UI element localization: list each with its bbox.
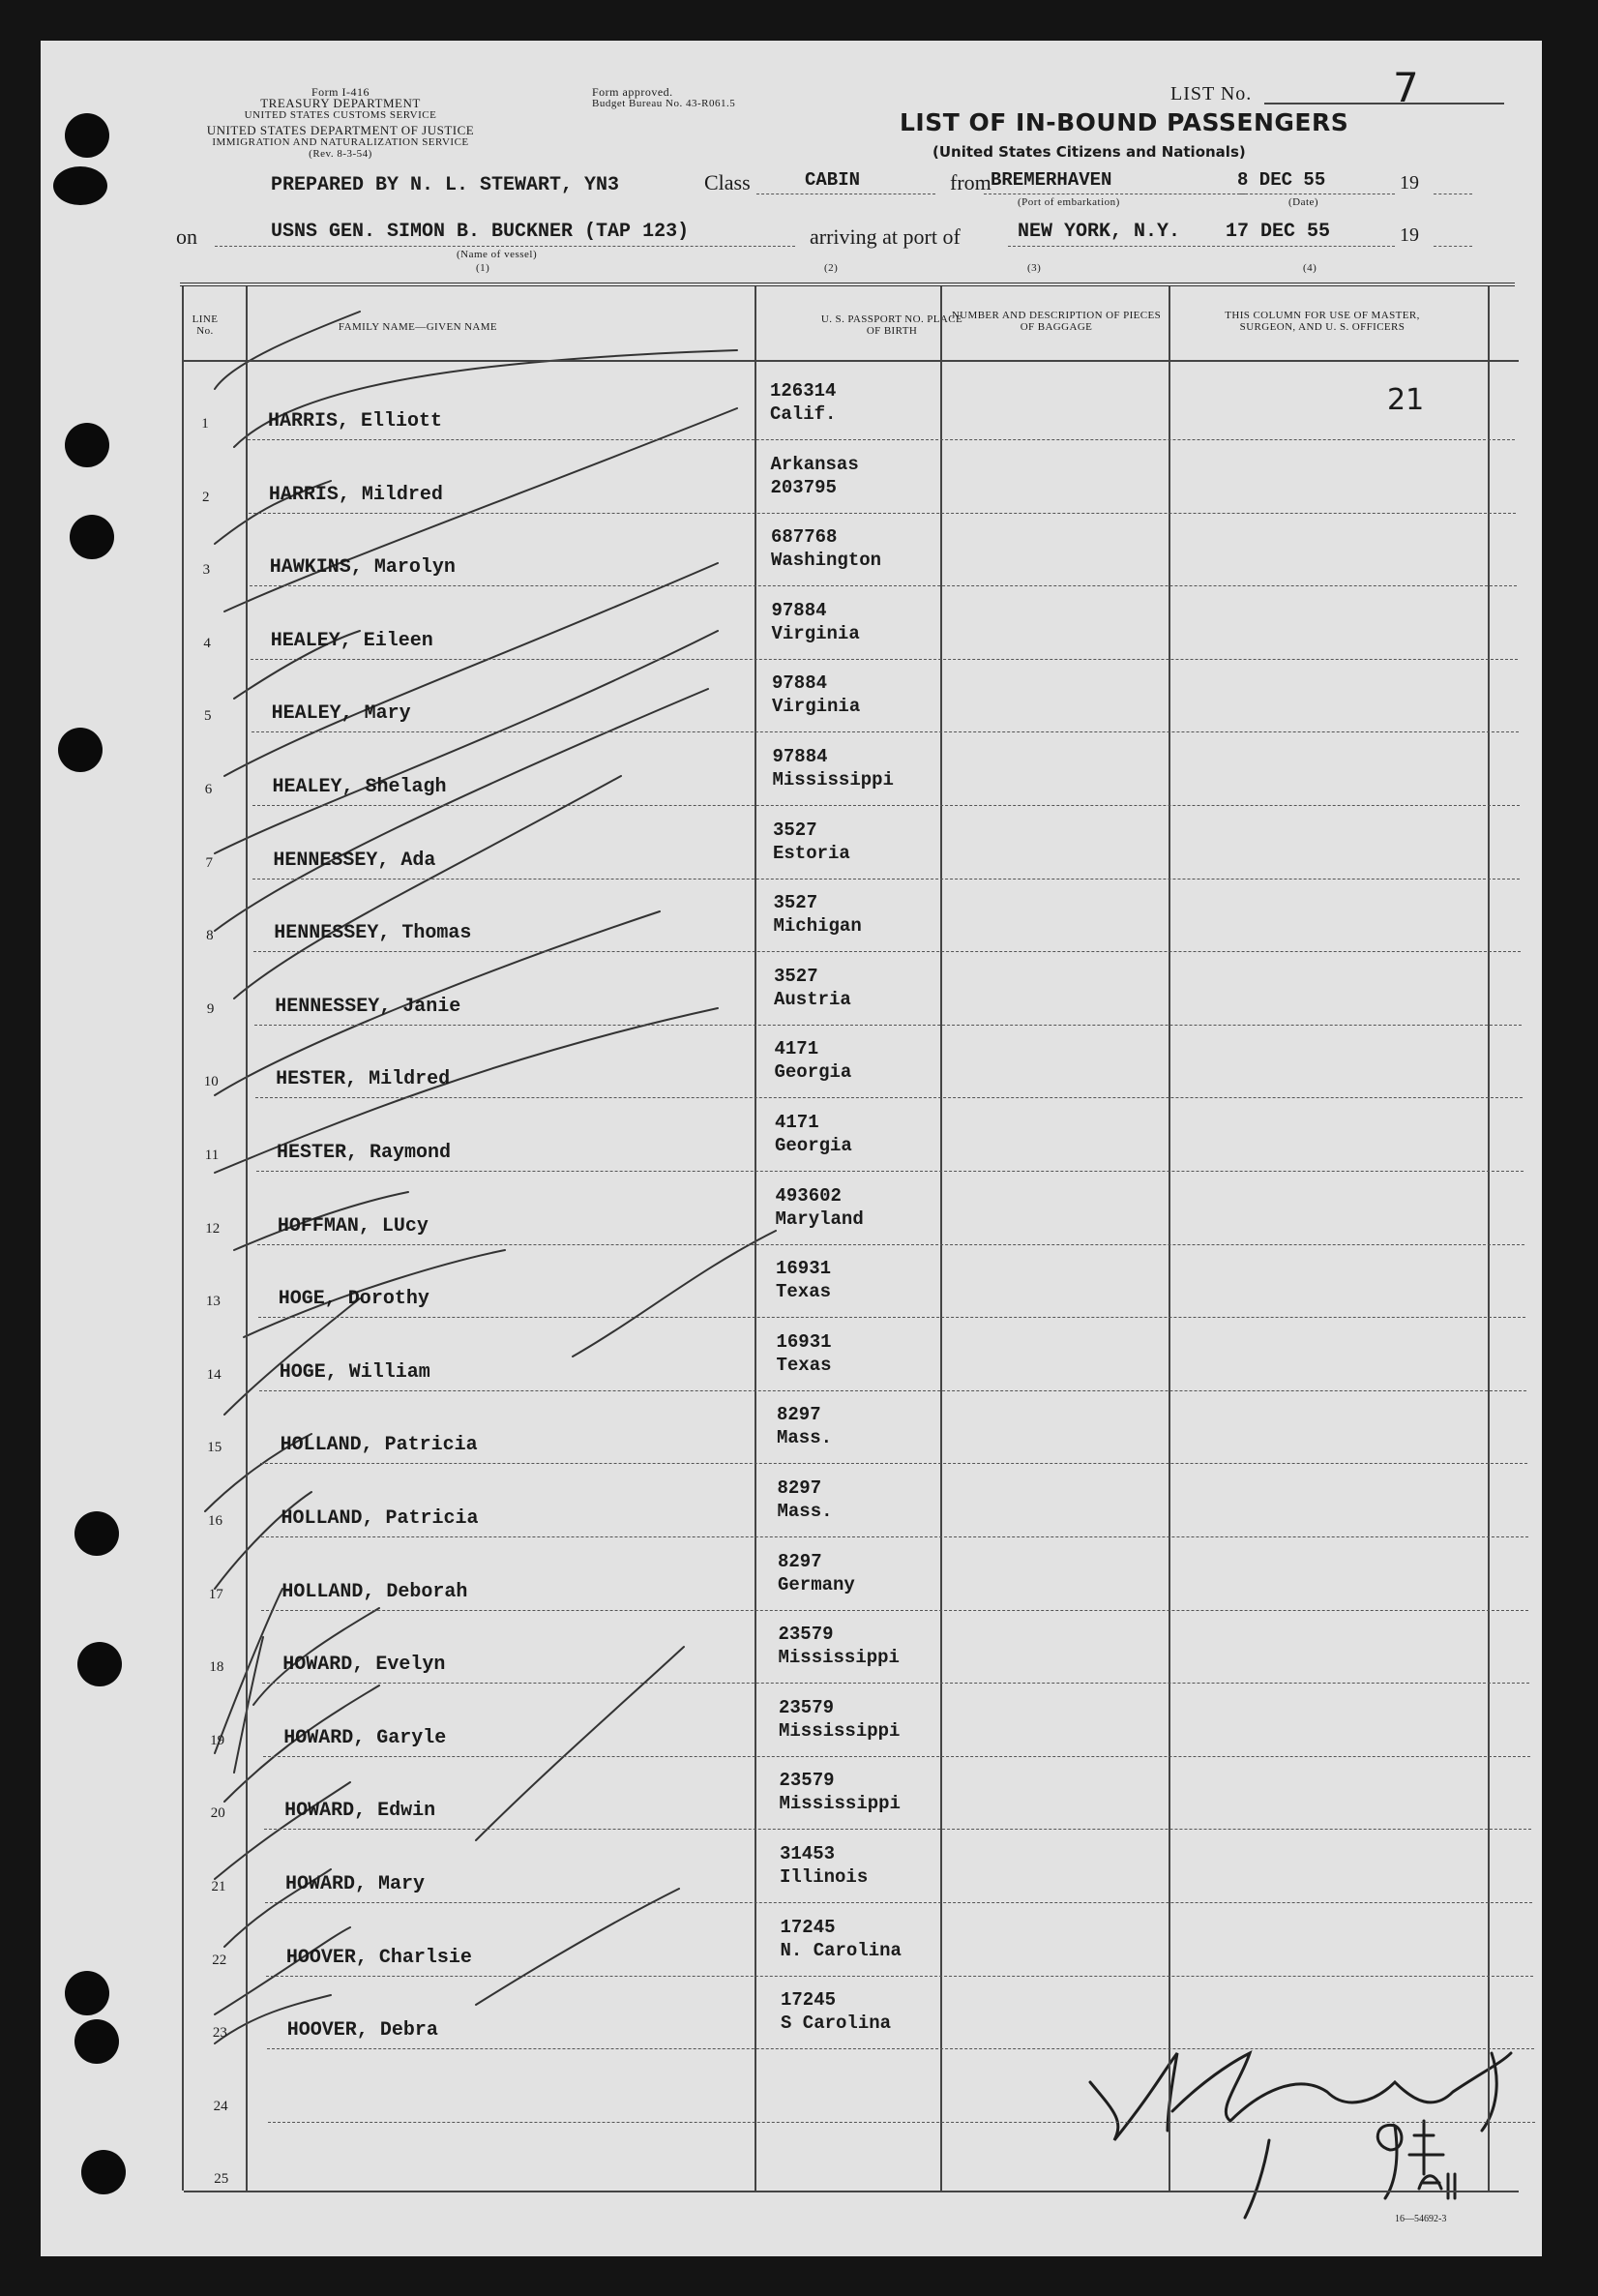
passenger-name: HENNESSEY, Ada: [273, 849, 436, 872]
customs-service: UNITED STATES CUSTOMS SERVICE: [244, 109, 437, 121]
column-header-passport: U. S. PASSPORT NO. PLACE OF BIRTH: [820, 313, 963, 337]
row-rule: [259, 1390, 1526, 1391]
list-number-label: LIST No.: [1170, 83, 1253, 104]
passport-number: 3527: [773, 819, 817, 841]
place-of-birth: Georgia: [774, 1061, 852, 1084]
passport-number: 493602: [775, 1184, 842, 1207]
row-rule: [252, 731, 1519, 732]
place-of-birth: Germany: [778, 1573, 855, 1595]
passenger-name: HOGE, Dorothy: [278, 1288, 429, 1311]
passenger-name: HEALEY, Shelagh: [272, 776, 447, 798]
line-number: 25: [214, 2171, 229, 2188]
passport-number: 8297: [777, 1404, 821, 1426]
passenger-name: HARRIS, Elliott: [268, 410, 443, 432]
place-of-birth: Mississippi: [778, 1647, 900, 1669]
passport-number: 23579: [779, 1770, 835, 1792]
prepared-by: PREPARED BY N. L. STEWART, YN3: [271, 174, 620, 196]
on-label: on: [176, 224, 197, 249]
row-rule: [267, 2048, 1534, 2049]
row-rule: [250, 585, 1517, 586]
passport-and-birthplace: [776, 1257, 831, 1303]
place-of-birth: Mass.: [777, 1501, 833, 1522]
list-number-value: 7: [1393, 64, 1419, 111]
passport-number: 23579: [779, 1696, 835, 1718]
place-of-birth: Washington: [771, 550, 882, 572]
passenger-name: HOLLAND, Patricia: [280, 1434, 478, 1457]
passenger-name: HOWARD, Edwin: [284, 1800, 436, 1823]
line-number: 18: [209, 1659, 224, 1676]
class-label: Class: [704, 170, 751, 194]
passport-number: 97884: [772, 746, 828, 767]
line-number: 23: [212, 2025, 227, 2042]
passenger-name: HESTER, Mildred: [276, 1068, 451, 1091]
place-of-birth: S Carolina: [781, 2013, 892, 2035]
place-of-birth: Virginia: [771, 622, 860, 644]
row-rule: [252, 805, 1520, 806]
year-label-1: 19: [1400, 172, 1419, 194]
passenger-name: HEALEY, Eileen: [270, 629, 433, 652]
column-ref-1: (1): [476, 262, 490, 274]
row-rule: [249, 513, 1516, 514]
place-of-birth: 203795: [770, 476, 837, 498]
passenger-name: HENNESSEY, Janie: [275, 995, 461, 1018]
passport-number: 16931: [776, 1258, 832, 1280]
passport-number: 97884: [771, 599, 827, 621]
column-header-officers: THIS COLUMN FOR USE OF MASTER, SURGEON, AND U. S. OFFICERS: [1225, 310, 1420, 333]
passport-number: 17245: [780, 1916, 836, 1938]
row-rule: [251, 659, 1518, 660]
immigration-service: IMMIGRATION AND NATURALIZATION SERVICE: [212, 136, 469, 148]
column-header-name: FAMILY NAME—GIVEN NAME: [338, 321, 498, 333]
place-of-birth: Estoria: [773, 842, 850, 864]
passport-number: 4171: [774, 1038, 819, 1060]
row-rule: [255, 1097, 1523, 1098]
row-rule: [252, 879, 1520, 880]
passport-and-birthplace: [775, 1037, 852, 1084]
passport-and-birthplace: [771, 453, 859, 499]
line-number: 24: [213, 2098, 228, 2114]
row-rule: [265, 1902, 1532, 1903]
passenger-name: HOGE, William: [279, 1360, 430, 1384]
place-of-birth: Michigan: [773, 915, 862, 938]
table-column-rule: [1169, 286, 1170, 2191]
year-label-2: 19: [1400, 224, 1419, 246]
row-rule: [253, 951, 1521, 952]
passport-and-birthplace: [778, 1550, 855, 1596]
column-ref-2: (2): [824, 262, 839, 274]
form-page: [41, 41, 1542, 2256]
passenger-name: HOLLAND, Deborah: [281, 1580, 468, 1603]
table-column-rule: [755, 286, 756, 2191]
vessel-caption: (Name of vessel): [457, 249, 538, 260]
line-number: 12: [205, 1220, 221, 1237]
column-ref-4: (4): [1303, 262, 1317, 274]
place-of-birth: Mississippi: [779, 1793, 901, 1815]
line-number: 13: [205, 1294, 221, 1310]
line-number: 9: [206, 1000, 215, 1017]
passenger-name: HENNESSEY, Thomas: [274, 922, 472, 945]
passport-number: 23579: [778, 1624, 834, 1646]
row-rule: [264, 1829, 1531, 1830]
row-rule: [261, 1536, 1528, 1537]
place-of-birth: Maryland: [775, 1208, 864, 1230]
embarkation-date: 8 DEC 55: [1237, 169, 1326, 191]
passport-and-birthplace: [781, 1916, 902, 1962]
class-value: CABIN: [805, 169, 861, 191]
row-rule: [257, 1244, 1524, 1245]
form-number: Form I-416: [311, 85, 370, 99]
passport-and-birthplace: [774, 965, 851, 1011]
passenger-name: HEALEY, Mary: [271, 702, 411, 726]
line-number: 4: [203, 635, 211, 651]
passenger-name: HOWARD, Mary: [285, 1873, 426, 1895]
passenger-name: HOWARD, Garyle: [283, 1726, 447, 1749]
line-number: 20: [210, 1805, 225, 1822]
passenger-name: HOOVER, Charlsie: [285, 1946, 472, 1969]
row-rule: [258, 1317, 1525, 1318]
print-code: 16—54692-3: [1395, 2214, 1447, 2224]
line-number: 6: [204, 782, 213, 797]
passport-number: 31453: [780, 1843, 836, 1864]
passenger-name: HOLLAND, Patricia: [281, 1507, 479, 1530]
table-header-rule: [184, 360, 1519, 362]
passport-number: 97884: [772, 672, 828, 695]
date-caption: (Date): [1288, 196, 1319, 208]
passport-number: 8297: [777, 1477, 822, 1499]
row-rule: [266, 1976, 1533, 1977]
passenger-name: HOFFMAN, LUcy: [277, 1214, 429, 1237]
row-rule: [263, 1756, 1530, 1757]
passenger-name: HARRIS, Mildred: [268, 483, 443, 506]
line-number: 5: [204, 708, 212, 725]
passport-and-birthplace: [772, 671, 860, 718]
passport-and-birthplace: [778, 1476, 833, 1523]
place-of-birth: Illinois: [780, 1866, 869, 1888]
port-caption: (Port of embarkation): [1018, 196, 1120, 208]
line-number: 21: [211, 1879, 226, 1894]
passenger-name: HAWKINS, Marolyn: [269, 556, 456, 580]
department-of-justice: UNITED STATES DEPARTMENT OF JUSTICE: [206, 123, 475, 137]
line-number: 2: [201, 489, 210, 505]
port-of-embarkation: BREMERHAVEN: [991, 169, 1112, 191]
passport-and-birthplace: [777, 1330, 832, 1377]
passport-number: 126314: [770, 380, 837, 402]
passport-number: 3527: [773, 892, 818, 914]
line-number: 11: [204, 1148, 220, 1163]
line-number: 16: [208, 1513, 222, 1529]
from-label: from: [950, 170, 991, 194]
table-column-rule: [246, 286, 248, 2191]
passport-and-birthplace: [774, 891, 862, 938]
passport-and-birthplace: [773, 819, 850, 865]
passport-number: 687768: [771, 526, 838, 549]
line-number: 7: [205, 854, 213, 871]
arriving-label: arriving at port of: [810, 224, 961, 249]
place-of-birth: Mississippi: [772, 769, 894, 790]
place-of-birth: Calif.: [770, 403, 837, 425]
passport-number: 17245: [781, 1989, 837, 2012]
treasury-department: TREASURY DEPARTMENT: [260, 96, 421, 110]
line-number: 22: [212, 1952, 227, 1968]
passport-and-birthplace: [775, 1111, 852, 1157]
line-number: 8: [206, 928, 214, 944]
line-number: 15: [207, 1440, 222, 1456]
passport-number: 4171: [775, 1112, 819, 1133]
passport-and-birthplace: [780, 1769, 901, 1815]
passport-and-birthplace: [780, 1842, 868, 1889]
passport-number: 3527: [774, 965, 818, 987]
passport-and-birthplace: [779, 1696, 900, 1743]
form-approved: Form approved.: [592, 85, 673, 99]
passport-number: Arkansas: [770, 453, 859, 475]
row-rule: [261, 1610, 1528, 1611]
passenger-name: HOOVER, Debra: [286, 2019, 438, 2043]
passport-and-birthplace: [772, 599, 860, 645]
budget-bureau-number: Budget Bureau No. 43-R061.5: [592, 98, 736, 109]
vessel-name: USNS GEN. SIMON B. BUCKNER (TAP 123): [271, 221, 690, 243]
passport-and-birthplace: [777, 1403, 832, 1449]
officer-note: 21: [1387, 383, 1425, 417]
row-rule: [260, 1463, 1527, 1464]
line-number: 19: [210, 1732, 225, 1748]
table-column-rule: [182, 286, 184, 2191]
document-title: LIST OF IN-BOUND PASSENGERS: [900, 108, 1349, 136]
line-number: 14: [206, 1366, 222, 1383]
passport-and-birthplace: [781, 1988, 891, 2035]
place-of-birth: Georgia: [775, 1135, 852, 1156]
arrival-date: 17 DEC 55: [1226, 221, 1331, 243]
column-header-baggage: NUMBER AND DESCRIPTION OF PIECES OF BAGGAGE: [951, 310, 1162, 333]
passport-and-birthplace: [770, 379, 836, 426]
place-of-birth: Mass.: [777, 1427, 833, 1449]
place-of-birth: Texas: [776, 1354, 832, 1376]
line-number: 1: [201, 416, 209, 432]
column-ref-3: (3): [1027, 262, 1042, 274]
passport-and-birthplace: [773, 745, 894, 791]
passenger-name: HOWARD, Evelyn: [282, 1654, 446, 1677]
row-rule: [268, 2122, 1535, 2123]
passenger-name: HESTER, Raymond: [277, 1142, 452, 1164]
row-rule: [262, 1683, 1529, 1684]
passport-number: 8297: [778, 1550, 822, 1572]
line-number: 17: [208, 1586, 223, 1602]
row-rule: [256, 1171, 1524, 1172]
revision-date: (Rev. 8-3-54): [309, 148, 372, 160]
table-column-rule: [1488, 286, 1490, 2191]
row-rule: [254, 1025, 1522, 1026]
port-of-arrival: NEW YORK, N.Y.: [1018, 221, 1181, 243]
table-column-rule: [940, 286, 942, 2191]
document-subtitle: (United States Citizens and Nationals): [932, 143, 1246, 161]
place-of-birth: Austria: [774, 988, 851, 1010]
passport-number: 16931: [776, 1330, 832, 1353]
table-bottom-rule: [184, 2191, 1519, 2192]
place-of-birth: Texas: [776, 1281, 832, 1303]
passport-and-birthplace: [779, 1623, 900, 1669]
place-of-birth: Virginia: [772, 696, 861, 718]
passport-and-birthplace: [776, 1184, 864, 1231]
column-header-line-no: LINE No.: [192, 313, 219, 337]
place-of-birth: N. Carolina: [780, 1939, 902, 1961]
passport-and-birthplace: [771, 525, 881, 572]
line-number: 3: [202, 562, 211, 579]
line-number: 10: [203, 1074, 219, 1090]
row-rule: [248, 439, 1515, 440]
place-of-birth: Mississippi: [779, 1719, 901, 1742]
